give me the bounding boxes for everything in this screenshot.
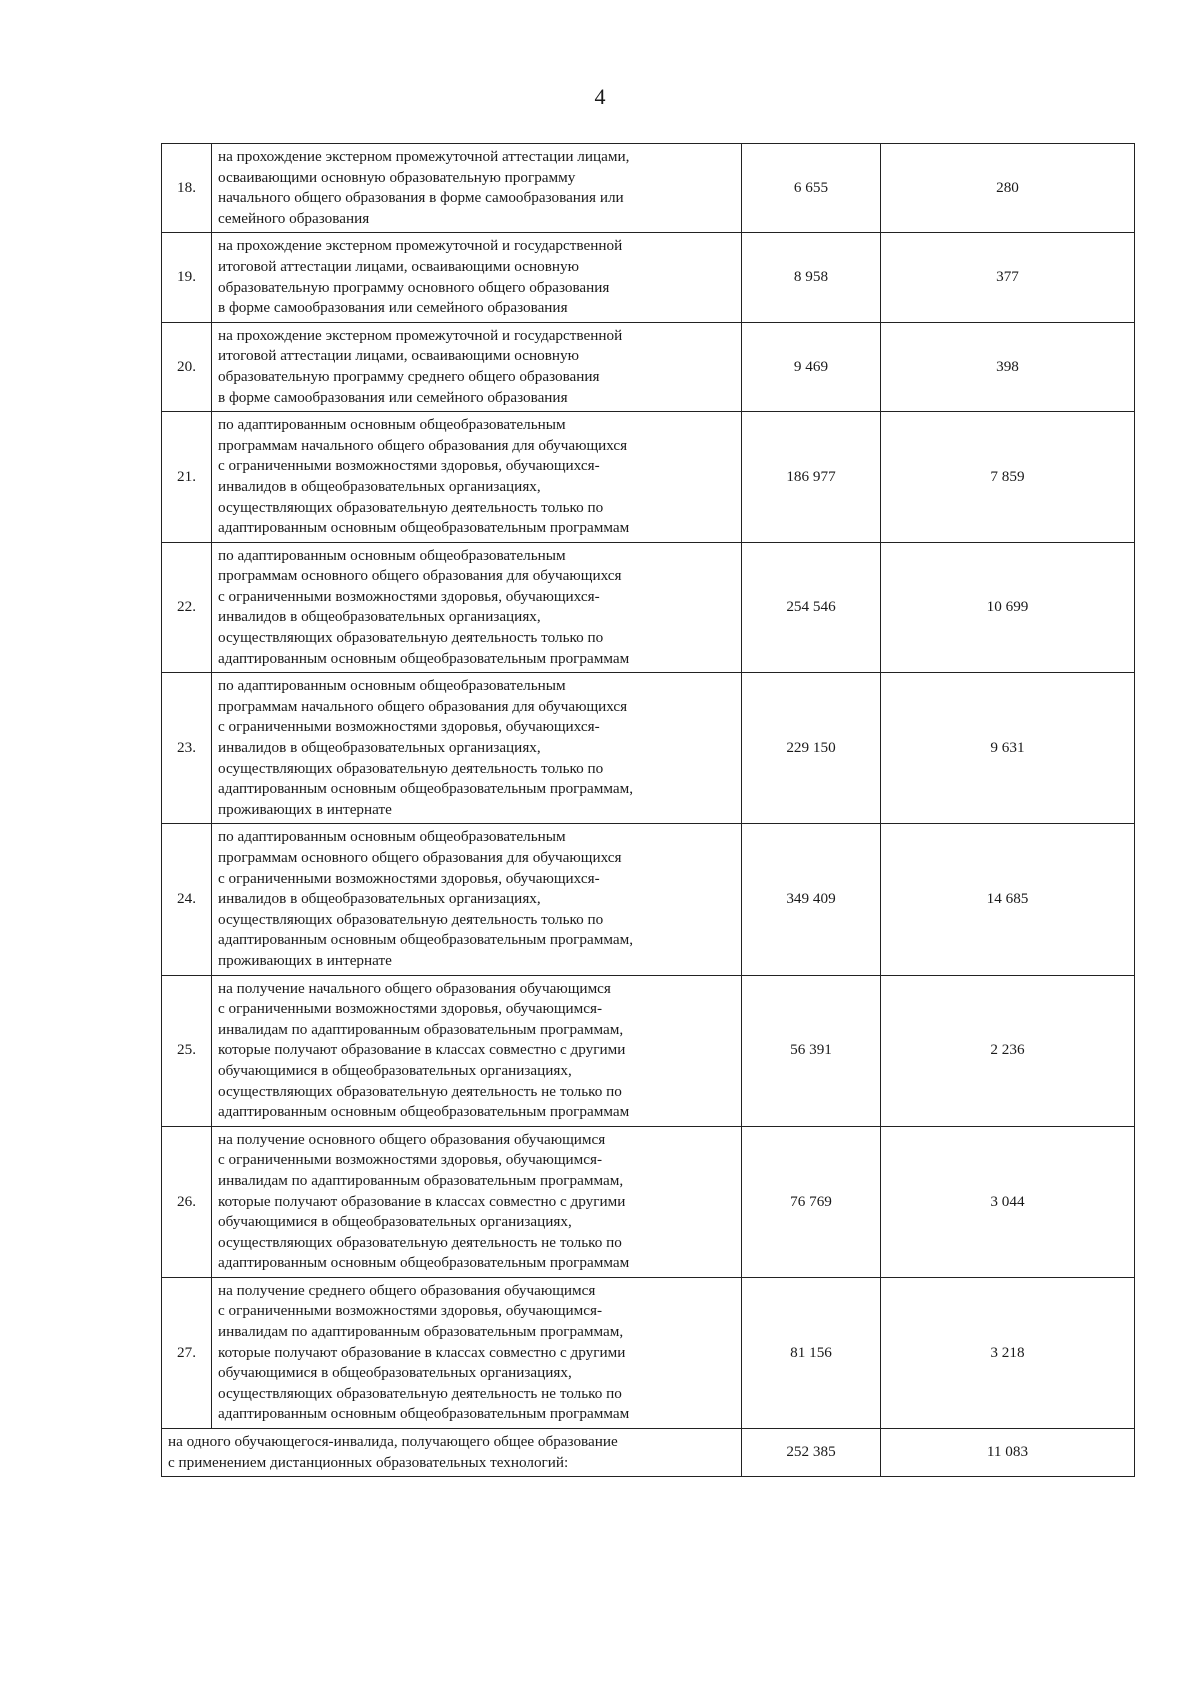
row-value-1: 254 546	[742, 542, 881, 673]
row-description	[212, 975, 742, 1126]
description-line: инвалидов в общеобразовательных организациях,	[218, 608, 541, 626]
row-number: 24.	[162, 824, 212, 975]
row-number: 25.	[162, 975, 212, 1126]
description-line: осваивающими основную образовательную программу	[218, 168, 576, 186]
table-row	[162, 824, 1135, 975]
row-value-1: 229 150	[742, 673, 881, 824]
description-line: инвалидам по адаптированным образовательным программам,	[218, 1020, 624, 1038]
description-line: которые получают образование в классах совместно с другими	[218, 1041, 626, 1059]
description-line: проживающих в интернате	[218, 951, 392, 969]
description-line: обучающимися в общеобразовательных организациях,	[218, 1061, 572, 1079]
row-value-2: 3 044	[881, 1126, 1135, 1277]
description-line: программам основного общего образования для обучающихся	[218, 849, 622, 866]
row-value-2: 377	[881, 233, 1135, 322]
description-line: инвалидов в общеобразовательных организациях,	[218, 739, 541, 757]
description-line: инвалидам по адаптированным образовательным программам,	[218, 1171, 624, 1189]
description-line: проживающих в интернате	[218, 800, 392, 818]
row-number: 19.	[162, 233, 212, 322]
row-value-1: 56 391	[742, 975, 881, 1126]
description-line: итоговой аттестации лицами, осваивающими основную	[218, 347, 579, 365]
row-description	[212, 1277, 742, 1428]
row-description	[212, 322, 742, 411]
table-row	[162, 673, 1135, 824]
row-description	[212, 824, 742, 975]
row-description	[212, 542, 742, 673]
description-line: адаптированным основным общеобразовательным программам	[218, 1405, 630, 1423]
description-line: на получение начального общего образования обучающимся	[218, 979, 611, 997]
description-line: по адаптированным основным общеобразовательным	[218, 828, 566, 846]
total-value-1: 252 385	[742, 1429, 881, 1477]
row-value-1: 186 977	[742, 412, 881, 543]
row-value-2: 3 218	[881, 1277, 1135, 1428]
description-line: инвалидам по адаптированным образовательным программам,	[218, 1323, 624, 1341]
row-number: 20.	[162, 322, 212, 411]
total-row	[162, 1429, 1135, 1477]
description-line: в форме самообразования или семейного образования	[218, 388, 568, 406]
row-number: 22.	[162, 542, 212, 673]
description-line: адаптированным основным общеобразовательным программам	[218, 649, 630, 667]
description-line: с ограниченными возможностями здоровья, обучающихся-	[218, 869, 600, 887]
description-line: которые получают образование в классах совместно с другими	[218, 1192, 626, 1210]
row-description	[212, 1126, 742, 1277]
total-value-2: 11 083	[881, 1429, 1135, 1477]
description-line: обучающимися в общеобразовательных организациях,	[218, 1213, 572, 1231]
row-description	[212, 412, 742, 543]
description-line: программам начального общего образования для обучающихся	[218, 697, 628, 715]
table-row	[162, 542, 1135, 673]
description-line: адаптированным основным общеобразовательным программам	[218, 519, 630, 537]
description-line: которые получают образование в классах совместно с другими	[218, 1343, 626, 1361]
table-row	[162, 233, 1135, 322]
row-value-2: 14 685	[881, 824, 1135, 975]
description-line: на получение основного общего образования обучающимся	[218, 1130, 606, 1148]
row-value-2: 2 236	[881, 975, 1135, 1126]
description-line: обучающимися в общеобразовательных организациях,	[218, 1364, 572, 1382]
description-line: образовательную программу среднего общего образования	[218, 367, 600, 385]
total-description	[162, 1429, 742, 1477]
description-line: инвалидов в общеобразовательных организациях,	[218, 890, 541, 908]
description-line: осуществляющих образовательную деятельность не только по	[218, 1384, 622, 1402]
row-value-2: 280	[881, 144, 1135, 233]
table-row	[162, 322, 1135, 411]
description-line: инвалидов в общеобразовательных организациях,	[218, 477, 541, 495]
row-value-1: 81 156	[742, 1277, 881, 1428]
row-value-1: 349 409	[742, 824, 881, 975]
description-line: адаптированным основным общеобразовательным программам,	[218, 780, 634, 798]
norms-table	[161, 143, 1135, 1477]
description-line: осуществляющих образовательную деятельность только по	[218, 910, 604, 928]
description-line: осуществляющих образовательную деятельность не только по	[218, 1082, 622, 1100]
row-number: 26.	[162, 1126, 212, 1277]
row-value-1: 6 655	[742, 144, 881, 233]
table-body	[162, 144, 1135, 1477]
row-value-1: 9 469	[742, 322, 881, 411]
description-line: адаптированным основным общеобразовательным программам,	[218, 931, 634, 949]
row-number: 21.	[162, 412, 212, 543]
row-value-2: 398	[881, 322, 1135, 411]
description-line: семейного образования	[218, 209, 370, 227]
description-line: по адаптированным основным общеобразовательным	[218, 546, 566, 564]
description-line: начального общего образования в форме самообразования или	[218, 189, 624, 207]
total-description-line: с применением дистанционных образовательных технологий:	[168, 1453, 569, 1471]
row-value-2: 10 699	[881, 542, 1135, 673]
description-line: по адаптированным основным общеобразовательным	[218, 416, 566, 434]
description-line: с ограниченными возможностями здоровья, обучающихся-	[218, 718, 600, 736]
description-line: на прохождение экстерном промежуточной и государственной	[218, 326, 623, 344]
description-line: на прохождение экстерном промежуточной и государственной	[218, 237, 623, 255]
description-line: с ограниченными возможностями здоровья, обучающимся-	[218, 1302, 603, 1320]
description-line: образовательную программу основного общего образования	[218, 278, 610, 296]
description-line: итоговой аттестации лицами, осваивающими основную	[218, 257, 579, 275]
row-number: 18.	[162, 144, 212, 233]
row-value-2: 9 631	[881, 673, 1135, 824]
description-line: осуществляющих образовательную деятельность не только по	[218, 1233, 622, 1251]
table-row	[162, 975, 1135, 1126]
table-row	[162, 412, 1135, 543]
row-number: 23.	[162, 673, 212, 824]
description-line: с ограниченными возможностями здоровья, обучающимся-	[218, 1151, 603, 1169]
row-number: 27.	[162, 1277, 212, 1428]
description-line: с ограниченными возможностями здоровья, обучающимся-	[218, 1000, 603, 1018]
row-value-1: 76 769	[742, 1126, 881, 1277]
description-line: программам начального общего образования для обучающихся	[218, 436, 628, 454]
table-row	[162, 144, 1135, 233]
row-description	[212, 144, 742, 233]
description-line: по адаптированным основным общеобразовательным	[218, 677, 566, 695]
description-line: программам основного общего образования для обучающихся	[218, 567, 622, 585]
description-line: в форме самообразования или семейного образования	[218, 299, 568, 317]
description-line: осуществляющих образовательную деятельность только по	[218, 498, 604, 516]
row-value-2: 7 859	[881, 412, 1135, 543]
description-line: осуществляющих образовательную деятельность только по	[218, 759, 604, 777]
page-number: 4	[594, 84, 606, 109]
description-line: адаптированным основным общеобразовательным программам	[218, 1103, 630, 1121]
table-row	[162, 1277, 1135, 1428]
description-line: с ограниченными возможностями здоровья, обучающихся-	[218, 457, 600, 475]
row-value-1: 8 958	[742, 233, 881, 322]
description-line: с ограниченными возможностями здоровья, обучающихся-	[218, 587, 600, 605]
description-line: на прохождение экстерном промежуточной аттестации лицами,	[218, 148, 630, 165]
description-line: осуществляющих образовательную деятельность только по	[218, 629, 604, 647]
total-description-line: на одного обучающегося-инвалида, получающего общее образование	[168, 1433, 618, 1451]
row-description	[212, 673, 742, 824]
row-description	[212, 233, 742, 322]
description-line: на получение среднего общего образования обучающимся	[218, 1281, 596, 1299]
table-row	[162, 1126, 1135, 1277]
description-line: адаптированным основным общеобразовательным программам	[218, 1254, 630, 1272]
